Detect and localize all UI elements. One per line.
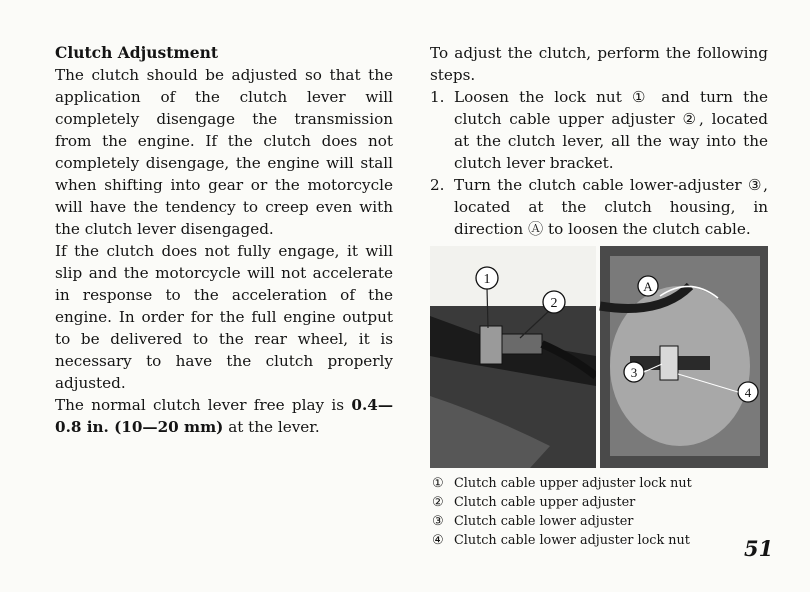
legend-mark: ④: [432, 533, 444, 548]
step-item: [430, 174, 768, 240]
legend-mark: ①: [432, 476, 444, 491]
legend-item: [432, 474, 692, 493]
step-text: Turn the clutch cable lower-adjuster ③, located at the clutch housing, in direction Ⓐ to loosen the clutch cable.: [454, 176, 768, 238]
callout-label-1: 1: [483, 272, 491, 287]
freeplay-text: The normal clutch lever free play is: [55, 396, 345, 414]
callout-label-a: A: [643, 279, 653, 294]
step-text: Loosen the lock nut ① and turn the clutch cable upper adjuster ②, located at the clutch lever, all the way into the clutch lever bracket.: [454, 88, 768, 172]
legend-text: Clutch cable upper adjuster: [454, 495, 636, 510]
legend-item: [432, 531, 692, 550]
clutch-photo-illustration: [430, 246, 768, 468]
legend-text: Clutch cable lower adjuster: [454, 514, 634, 529]
callout-label-4: 4: [744, 385, 752, 400]
section-heading: Clutch Adjustment: [55, 43, 219, 62]
steps-intro: To adjust the clutch, perform the following steps.: [430, 44, 768, 84]
step-number: 2.: [430, 176, 445, 194]
legend-mark: ③: [432, 514, 444, 529]
photo-legend: [432, 474, 692, 550]
paragraph-1: The clutch should be adjusted so that the application of the clutch lever will completely disengage the transmission from the engine. If the clutch does not completely disengage, the engine will stall when shifting into gear or the motorcycle will have the tendency to creep even with the clutch lever disengaged.: [55, 66, 393, 238]
legend-item: [432, 493, 692, 512]
photo-divider: [596, 246, 600, 468]
adjuster-part: [502, 334, 542, 354]
legend-mark: ②: [432, 495, 444, 510]
steps-list: [430, 86, 768, 240]
clutch-photo: [430, 246, 768, 468]
step-number: 1.: [430, 88, 445, 106]
lock-nut-part: [480, 326, 502, 364]
lower-adjuster-part: [660, 346, 678, 380]
page-number: 51: [744, 536, 774, 561]
paragraph-2: If the clutch does not fully engage, it will slip and the motorcycle will not accelerate in response to the acceleration of the engine. In order for the full engine output to be delivered to the rear wheel, it is necessary to have the clutch properly adjusted.: [55, 242, 393, 392]
callout-label-2: 2: [550, 296, 558, 311]
legend-text: Clutch cable lower adjuster lock nut: [454, 533, 690, 548]
right-column: [430, 42, 768, 240]
freeplay-value: 0.4—0.8 in. (10—20 mm): [55, 396, 394, 436]
callout-label-3: 3: [630, 365, 638, 380]
step-item: [430, 86, 768, 174]
freeplay-suffix: at the lever.: [228, 418, 320, 436]
legend-text: Clutch cable upper adjuster lock nut: [454, 476, 692, 491]
left-column: [55, 42, 393, 438]
paragraph-3: [55, 394, 393, 438]
legend-item: [432, 512, 692, 531]
